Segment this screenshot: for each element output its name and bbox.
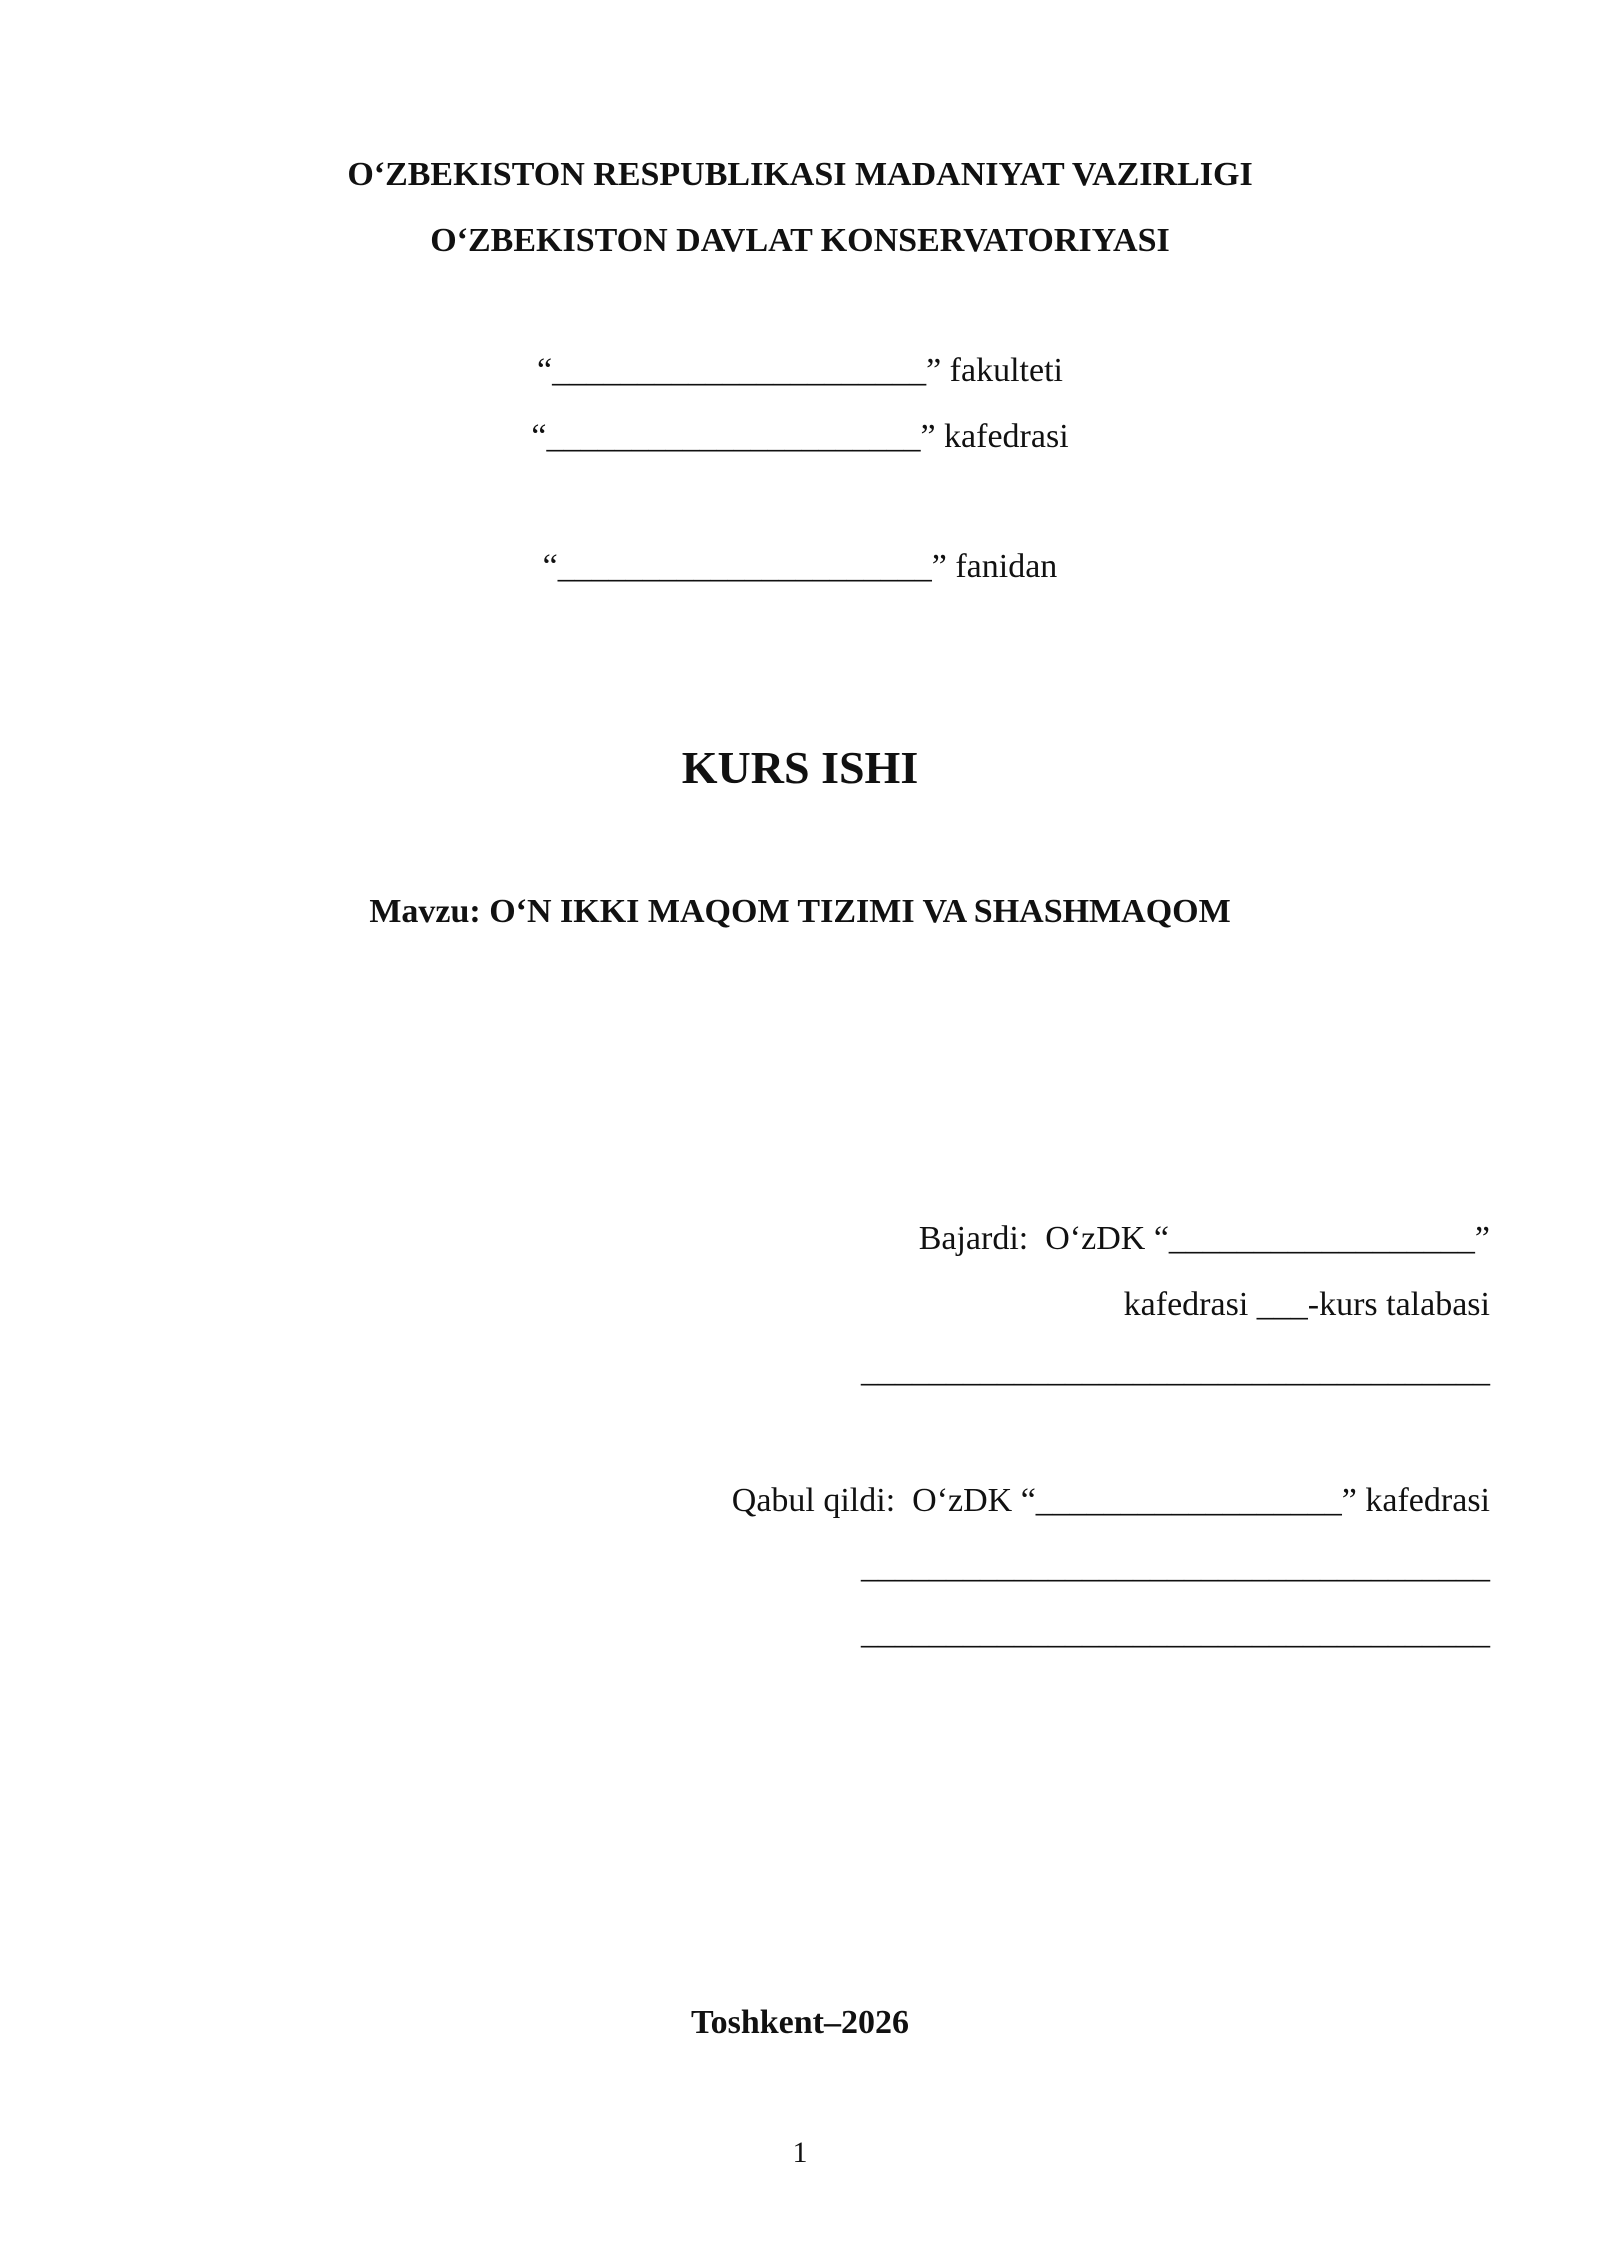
accepted-by-blank-1: _____________________________________ — [861, 1548, 1490, 1585]
department-field: “______________________” kafedrasi — [531, 418, 1069, 455]
subject-field: “______________________” fanidan — [542, 548, 1058, 585]
institution-heading: O‘ZBEKISTON DAVLAT KONSERVATORIYASI — [430, 222, 1170, 259]
faculty-field: “______________________” fakulteti — [537, 352, 1063, 389]
performed-by-line-2: kafedrasi ___-kurs talabasi — [1123, 1286, 1490, 1323]
city-year: Toshkent–2026 — [691, 2004, 909, 2041]
ministry-heading: O‘ZBEKISTON RESPUBLIKASI MADANIYAT VAZIRLIGI — [347, 156, 1253, 193]
performed-by-line-1: Bajardi: O‘zDK “__________________” — [918, 1220, 1490, 1257]
page-number: 1 — [792, 2136, 808, 2169]
topic-heading: Mavzu: O‘N IKKI MAQOM TIZIMI VA SHASHMAQOM — [369, 893, 1231, 930]
performed-by-name-blank: _____________________________________ — [861, 1352, 1490, 1389]
document-title: KURS ISHI — [681, 742, 919, 793]
accepted-by-line-1: Qabul qildi: O‘zDK “__________________” kafedrasi — [731, 1482, 1490, 1519]
accepted-by-blank-2: _____________________________________ — [861, 1614, 1490, 1651]
